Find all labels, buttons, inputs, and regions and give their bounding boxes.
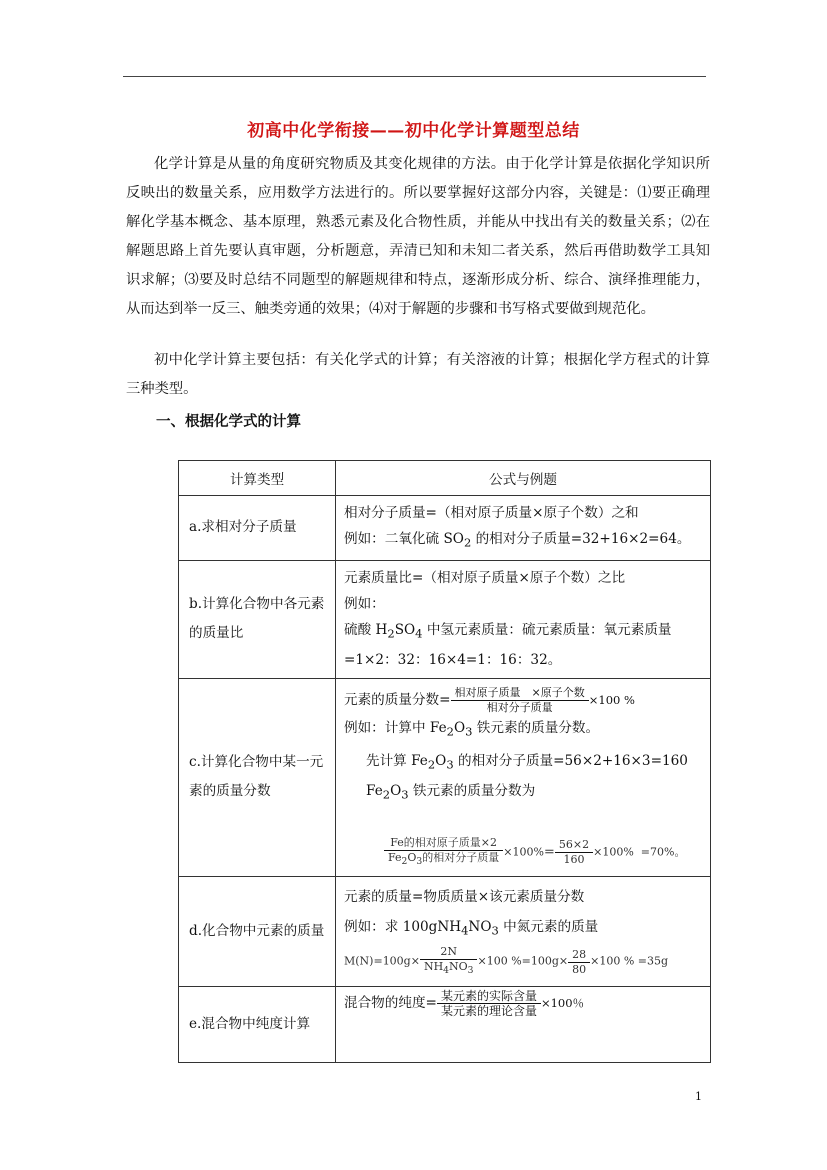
purity-formula: $\frac{\text{某元素的实际含量}}{\text{某元素的理论含量}}$ xyxy=(437,989,541,1018)
row-d-line2: 例如：求 $100gNH_4NO_3$ 中氮元素的质量 xyxy=(344,918,599,938)
page-title: 初高中化学衔接——初中化学计算题型总结 xyxy=(247,121,580,141)
row-e-formula-line: 混合物的纯度= $\frac{\text{某元素的实际含量}}{\text{某元素的理论含量}}$ ×100％ xyxy=(344,988,585,1018)
row-d-formula xyxy=(336,876,711,986)
row-d-line1: 元素的质量=物质质量×该元素质量分数 xyxy=(344,888,585,905)
row-c-line2: 例如：计算中 $Fe_2O_3$ 铁元素的质量分数。 xyxy=(344,719,600,739)
calculation-table xyxy=(178,460,711,1063)
row-e-type: e.混合物中纯度计算 xyxy=(179,986,336,1062)
header-type: 计算类型 xyxy=(179,461,336,496)
header-rule xyxy=(123,76,706,77)
table-row xyxy=(179,496,711,561)
row-b-line4: =1×2：32：16×4=1：16：32。 xyxy=(344,652,562,669)
row-b-line2: 例如： xyxy=(344,596,385,613)
row-b-formula xyxy=(336,560,711,678)
row-e-formula xyxy=(336,986,711,1062)
row-c-type: c.计算化合物中某一元素的质量分数 xyxy=(179,678,336,876)
section-title: 一、根据化学式的计算 xyxy=(156,414,301,430)
row-a-formula xyxy=(336,496,711,561)
table-row xyxy=(179,876,711,986)
row-a-line1: 相对分子质量=（相对原子质量×原子个数）之和 xyxy=(344,505,639,521)
row-a-line2: 例如：二氧化硫 $SO_2$ 的相对分子质量=32+16×2=64。 xyxy=(344,531,691,550)
row-c-line3: 先计算 $Fe_2O_3$ 的相对分子质量=56×2+16×3=160 xyxy=(366,753,688,772)
row-c-calculation: $\frac{\text{Fe的相对原子质量×2}}{Fe_2O_3的相对分子质量}$ ×100%＝ $\frac{56\times 2}{160}$ ×100% =70%。 xyxy=(344,836,704,869)
row-c-formula xyxy=(336,678,711,876)
row-b-line3: 硫酸 $H_2SO_4$ 中氢元素质量：硫元素质量：氧元素质量 xyxy=(344,622,672,642)
header-formula: 公式与例题 xyxy=(336,461,711,496)
table-header-row xyxy=(179,461,711,496)
types-paragraph: 初中化学计算主要包括：有关化学式的计算；有关溶液的计算；根据化学方程式的计算三种类型。 xyxy=(126,352,710,397)
row-c-line4: $Fe_2O_3$ 铁元素的质量分数为 xyxy=(366,782,536,802)
table-row xyxy=(179,678,711,876)
table-row xyxy=(179,986,711,1062)
row-a-type: a.求相对分子质量 xyxy=(179,496,336,561)
table-row xyxy=(179,560,711,678)
row-c-formula-line: 元素的质量分数= $\frac{\text{相对原子质量 ×原子个数}}{\text{相对分子质量}}$ ×100 % xyxy=(344,685,635,714)
row-b-line1: 元素质量比=（相对原子质量×原子个数）之比 xyxy=(344,570,626,587)
page-number: 1 xyxy=(695,1090,702,1103)
intro-paragraph: 化学计算是从量的角度研究物质及其变化规律的方法。由于化学计算是依据化学知识所反映出的数量关系，应用数学方法进行的。所以要掌握好这部分内容，关键是：⑴要正确理解化学基本概念、基本原理，熟悉元素及化合物性质，并能从中找出有关的数量关系；⑵在解题思路上首先要认真审题，分析题意，弄清已知和未知二者关系，然后再借助数学工具知识求解；⑶要及时总结不同题型的解题规律和特点，逐渐形成分析、综合、演绎推理能力，从而达到举一反三、触类旁通的效果；⑷对于解题的步骤和书写格式要做到规范化。 xyxy=(126,156,710,317)
row-b-type: b.计算化合物中各元素的质量比 xyxy=(179,560,336,678)
row-d-calculation: M(N)=100g× $\frac{2N}{NH_4NO_3}$ ×100 %=100g× $\frac{28}{80}$ ×100 % =35g xyxy=(344,945,669,977)
mass-fraction-formula: $\frac{\text{相对原子质量 ×原子个数}}{\text{相对分子质量}}$ xyxy=(451,686,589,715)
row-d-type: d.化合物中元素的质量 xyxy=(179,876,336,986)
